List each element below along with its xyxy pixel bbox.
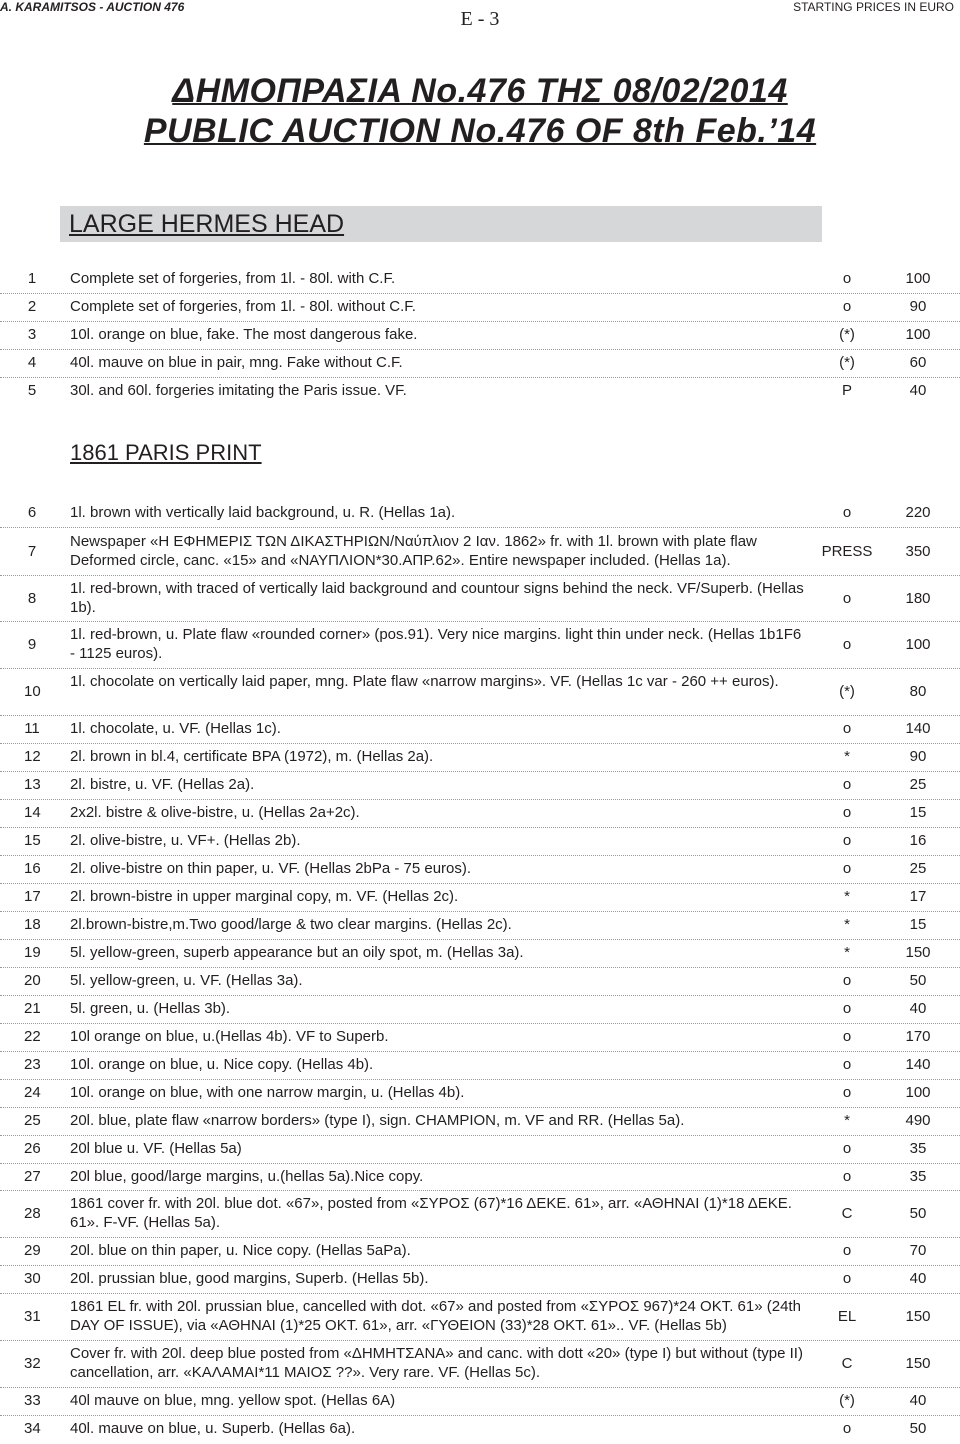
lot-description: 2l. brown-bistre in upper marginal copy, m. VF. (Hellas 2c). <box>70 888 459 905</box>
lot-price: 50 <box>909 972 927 989</box>
lot-number: 23 <box>24 1056 41 1073</box>
lot-price: 350 <box>905 542 931 560</box>
lot-price: 180 <box>905 589 931 607</box>
lot-row <box>0 719 960 738</box>
auction-title-greek: ΔΗΜΟΠΡΑΣΙΑ No.476 ΤΗΣ 08/02/2014 <box>172 72 788 110</box>
lot-price: 35 <box>909 1168 927 1185</box>
row-separator <box>0 1415 960 1416</box>
row-separator <box>0 995 960 996</box>
lot-row <box>0 971 960 990</box>
lot-description: 1l. chocolate, u. VF. (Hellas 1c). <box>70 720 281 737</box>
row-separator <box>0 799 960 800</box>
lot-number: 28 <box>24 1204 41 1222</box>
lot-condition: o <box>842 589 852 607</box>
row-separator <box>0 1190 960 1191</box>
lot-description: 2l. olive-bistre on thin paper, u. VF. (Hellas 2bPa - 75 euros). <box>70 860 472 877</box>
lot-number: 29 <box>24 1242 41 1259</box>
row-separator <box>0 1293 960 1294</box>
lot-number: 34 <box>24 1420 41 1437</box>
lot-description: 1861 cover fr. with 20l. blue dot. «67», posted from «ΣΥΡΟΣ (67)*16 ΔΕΚΕ. 61», arr. «ΑΘΗΝΑΙ (1)*18 ΔΕΚΕ. 61». F-VF. (Hellas 5a). <box>70 1195 792 1231</box>
lot-condition: * <box>844 916 850 933</box>
lot-condition: (*) <box>839 326 855 343</box>
lot-description: 20l blue, good/large margins, u.(hellas 5a).Nice copy. <box>70 1168 424 1185</box>
row-separator <box>0 668 960 669</box>
lot-condition: o <box>842 1270 852 1287</box>
lot-condition: o <box>842 804 852 821</box>
lot-price: 90 <box>909 298 927 315</box>
lot-condition: o <box>842 1242 852 1259</box>
lot-condition: o <box>842 720 852 737</box>
lot-price: 150 <box>905 1307 931 1325</box>
lot-description: 2l.brown-bistre,m.Two good/large & two clear margins. (Hellas 2c). <box>70 916 512 933</box>
lot-condition: o <box>842 1056 852 1073</box>
lot-number: 3 <box>27 326 37 343</box>
section-header-large-hermes-head <box>60 206 822 242</box>
row-separator <box>0 883 960 884</box>
lot-price: 150 <box>905 1354 931 1372</box>
row-separator <box>0 1340 960 1341</box>
lot-description: 2x2l. bistre & olive-bistre, u. (Hellas 2a+2c). <box>70 804 360 821</box>
row-separator <box>0 1387 960 1388</box>
lot-row <box>0 625 960 663</box>
lot-condition: o <box>842 832 852 849</box>
lot-number: 32 <box>24 1354 41 1372</box>
lot-row <box>0 1269 960 1288</box>
row-separator <box>0 527 960 528</box>
lot-number: 26 <box>24 1140 41 1157</box>
lot-price: 40 <box>909 1000 927 1017</box>
lot-condition: * <box>844 944 850 961</box>
lot-price: 40 <box>909 382 927 399</box>
lot-price: 15 <box>909 804 927 821</box>
lot-description: 40l. mauve on blue, u. Superb. (Hellas 6a). <box>70 1420 356 1437</box>
lot-price: 40 <box>909 1270 927 1287</box>
lot-price: 100 <box>905 1084 931 1101</box>
lot-price: 100 <box>905 635 931 653</box>
row-separator <box>0 1051 960 1052</box>
page-number: E - 3 <box>460 8 500 30</box>
lot-price: 140 <box>905 720 931 737</box>
lot-row <box>0 325 960 344</box>
header-auction-label: A. KARAMITSOS - AUCTION 476 <box>0 0 185 14</box>
lot-description: 1l. chocolate on vertically laid paper, mng. Plate flaw «narrow margins». VF. (Hellas 1c var - 260 ++ euros). <box>70 673 779 690</box>
row-separator <box>0 939 960 940</box>
header-prices-label: STARTING PRICES IN EURO <box>793 0 954 14</box>
lot-description: Complete set of forgeries, from 1l. - 80l. with C.F. <box>70 270 396 287</box>
lot-row <box>0 831 960 850</box>
lot-row <box>0 532 960 570</box>
lot-number: 22 <box>24 1028 41 1045</box>
row-separator <box>0 771 960 772</box>
lot-condition: o <box>842 1140 852 1157</box>
lot-row <box>0 1055 960 1074</box>
lot-number: 10 <box>24 682 41 700</box>
lot-number: 8 <box>27 589 37 607</box>
lot-description: 1l. brown with vertically laid background, u. R. (Hellas 1a). <box>70 504 456 521</box>
row-separator <box>0 1079 960 1080</box>
lot-condition: o <box>842 1028 852 1045</box>
lot-row <box>0 297 960 316</box>
lot-description: 10l. orange on blue, with one narrow margin, u. (Hellas 4b). <box>70 1084 465 1101</box>
lot-row <box>0 579 960 617</box>
lot-row <box>0 747 960 766</box>
auction-title-english: PUBLIC AUCTION No.476 OF 8th Feb.’14 <box>143 112 817 150</box>
lot-price: 220 <box>905 504 931 521</box>
lot-description: 1861 EL fr. with 20l. prussian blue, cancelled with dot. «67» and posted from «ΣΥΡΟΣ 967)*24 ΟΚΤ. 61» (24th DAY OF ISSUE), via «ΑΘΗΝΑΙ (1)*25 ΟΚΤ. 61», arr. «ΓΥΘΕΙΟΝ (33)*28 ΟΚΤ. 61».. VF. (Hellas 5b) <box>70 1298 801 1334</box>
lot-condition: o <box>842 270 852 287</box>
lot-row <box>0 353 960 372</box>
lot-description: 20l. blue, plate flaw «narrow borders» (type I), sign. CHAMPION, m. VF and RR. (Hellas 5a). <box>70 1112 685 1129</box>
lot-description: 40l mauve on blue, mng. yellow spot. (Hellas 6A) <box>70 1392 396 1409</box>
lot-condition: PRESS <box>821 542 873 560</box>
lot-condition: o <box>842 776 852 793</box>
lot-row <box>0 887 960 906</box>
lot-price: 170 <box>905 1028 931 1045</box>
lot-price: 25 <box>909 776 927 793</box>
lot-number: 12 <box>24 748 41 765</box>
lot-number: 19 <box>24 944 41 961</box>
lot-condition: * <box>844 1112 850 1129</box>
lot-condition: o <box>842 1084 852 1101</box>
lot-condition: C <box>841 1204 853 1222</box>
row-separator <box>0 621 960 622</box>
lot-row <box>0 803 960 822</box>
lot-description: 5l. yellow-green, u. VF. (Hellas 3a). <box>70 972 303 989</box>
lot-row <box>0 999 960 1018</box>
lot-description: 2l. bistre, u. VF. (Hellas 2a). <box>70 776 255 793</box>
lot-price: 16 <box>909 832 927 849</box>
row-separator <box>0 715 960 716</box>
lot-condition: P <box>841 382 852 399</box>
lot-row <box>0 1167 960 1186</box>
lot-description: 10l orange on blue, u.(Hellas 4b). VF to Superb. <box>70 1028 389 1045</box>
lot-price: 90 <box>909 748 927 765</box>
lot-number: 27 <box>24 1168 41 1185</box>
lot-number: 21 <box>24 1000 41 1017</box>
row-separator <box>0 1135 960 1136</box>
lot-description: 40l. mauve on blue in pair, mng. Fake without C.F. <box>70 354 403 371</box>
lot-description: 10l. orange on blue, fake. The most dangerous fake. <box>70 326 418 343</box>
lot-number: 5 <box>27 382 37 399</box>
lot-price: 70 <box>909 1242 927 1259</box>
row-separator <box>0 1265 960 1266</box>
lot-number: 18 <box>24 916 41 933</box>
lot-number: 14 <box>24 804 41 821</box>
lot-number: 30 <box>24 1270 41 1287</box>
lot-row <box>0 943 960 962</box>
lot-number: 15 <box>24 832 41 849</box>
lot-description: 1l. red-brown, u. Plate flaw «rounded corner» (pos.91). Very nice margins. light thin under neck. (Hellas 1b1F6 - 1125 euros). <box>70 626 802 662</box>
lot-price: 150 <box>905 944 931 961</box>
lot-condition: o <box>842 298 852 315</box>
lot-number: 16 <box>24 860 41 877</box>
lot-number: 11 <box>24 720 40 737</box>
lot-price: 80 <box>909 682 927 700</box>
lot-condition: o <box>842 1168 852 1185</box>
lot-price: 490 <box>905 1112 931 1129</box>
lot-description: Complete set of forgeries, from 1l. - 80l. without C.F. <box>70 298 416 315</box>
lot-condition: (*) <box>839 354 855 371</box>
lot-description: Newspaper «Η ΕΦΗΜΕΡΙΣ ΤΩΝ ΔΙΚΑΣΤΗΡΙΩΝ/Ναύπλιον 2 Ιαν. 1862» fr. with 1l. brown with plate flaw Deformed circle, canc. «15» and «ΝΑΥΠΛΙΟΝ*30.ΑΠΡ.62». Entire newspaper included. (Hellas 1a). <box>70 533 757 569</box>
row-separator <box>0 321 960 322</box>
lot-number: 33 <box>24 1392 41 1409</box>
lot-row <box>0 381 960 400</box>
lot-number: 9 <box>27 635 37 653</box>
lot-description: 10l. orange on blue, u. Nice copy. (Hellas 4b). <box>70 1056 374 1073</box>
row-separator <box>0 827 960 828</box>
lot-number: 31 <box>24 1307 41 1325</box>
lot-condition: (*) <box>839 1392 855 1409</box>
row-separator <box>0 1237 960 1238</box>
lot-row <box>0 503 960 522</box>
lot-description: Cover fr. with 20l. deep blue posted from «ΔΗΜΗΤΣΑΝΑ» and canc. with dott «20» (type I) but without (type II) cancellation, arr. «ΚΑΛΑΜΑΙ*11 ΜΑΙΟΣ ??». Very rare. VF. (Hellas 5c). <box>70 1345 803 1381</box>
lot-price: 35 <box>909 1140 927 1157</box>
lot-description: 30l. and 60l. forgeries imitating the Paris issue. VF. <box>70 382 407 399</box>
lot-row <box>0 1241 960 1260</box>
lot-price: 15 <box>909 916 927 933</box>
lot-number: 24 <box>24 1084 41 1101</box>
lot-row <box>0 1083 960 1102</box>
lot-condition: (*) <box>839 682 855 700</box>
lot-condition: o <box>842 1420 852 1437</box>
row-separator <box>0 855 960 856</box>
lot-row <box>0 1139 960 1158</box>
lot-price: 17 <box>909 888 927 905</box>
lot-condition: * <box>844 888 850 905</box>
row-separator <box>0 1107 960 1108</box>
lot-price: 60 <box>909 354 927 371</box>
lot-number: 13 <box>24 776 41 793</box>
row-separator <box>0 377 960 378</box>
lot-number: 7 <box>27 542 37 560</box>
lot-condition: * <box>844 748 850 765</box>
lot-number: 17 <box>24 888 41 905</box>
row-separator <box>0 293 960 294</box>
lot-condition: o <box>842 1000 852 1017</box>
lot-description: 20l. prussian blue, good margins, Superb. (Hellas 5b). <box>70 1270 429 1287</box>
lot-condition: C <box>841 1354 853 1372</box>
lot-number: 2 <box>27 298 37 315</box>
lot-price: 100 <box>905 326 931 343</box>
lot-row <box>0 1027 960 1046</box>
lot-row <box>0 1419 960 1438</box>
lot-row <box>0 1391 960 1410</box>
lot-description: 20l. blue on thin paper, u. Nice copy. (Hellas 5aPa). <box>70 1242 411 1259</box>
row-separator <box>0 349 960 350</box>
row-separator <box>0 1023 960 1024</box>
row-separator <box>0 1163 960 1164</box>
lot-price: 50 <box>909 1204 927 1222</box>
lot-price: 25 <box>909 860 927 877</box>
lot-number: 20 <box>24 972 41 989</box>
lot-condition: o <box>842 860 852 877</box>
lot-condition: o <box>842 635 852 653</box>
row-separator <box>0 743 960 744</box>
section-title-paris-print: 1861 PARIS PRINT <box>70 440 262 465</box>
lot-row <box>0 1344 960 1382</box>
lot-description: 5l. yellow-green, superb appearance but an oily spot, m. (Hellas 3a). <box>70 944 524 961</box>
lot-row <box>0 1194 960 1232</box>
row-separator <box>0 575 960 576</box>
lot-condition: EL <box>837 1307 857 1325</box>
lot-price: 140 <box>905 1056 931 1073</box>
lot-row <box>0 859 960 878</box>
lot-number: 6 <box>27 504 37 521</box>
lot-condition: o <box>842 504 852 521</box>
lot-number: 4 <box>27 354 37 371</box>
row-separator <box>0 911 960 912</box>
row-separator <box>0 967 960 968</box>
lot-description: 5l. green, u. (Hellas 3b). <box>70 1000 231 1017</box>
section-title: LARGE HERMES HEAD <box>69 210 345 238</box>
lot-price: 50 <box>909 1420 927 1437</box>
lot-price: 40 <box>909 1392 927 1409</box>
lot-row <box>0 775 960 794</box>
lot-price: 100 <box>905 270 931 287</box>
lot-description: 2l. brown in bl.4, certificate BPA (1972), m. (Hellas 2a). <box>70 748 434 765</box>
lot-description: 1l. red-brown, with traced of vertically laid background and countour signs behind the neck. VF/Superb. (Hellas 1b). <box>70 580 804 616</box>
lot-row <box>0 915 960 934</box>
lot-row <box>0 269 960 288</box>
lot-row <box>0 1297 960 1335</box>
lot-condition: o <box>842 972 852 989</box>
lot-row <box>0 1111 960 1130</box>
lot-description: 2l. olive-bistre, u. VF+. (Hellas 2b). <box>70 832 301 849</box>
lot-number: 1 <box>27 270 37 287</box>
lot-description: 20l blue u. VF. (Hellas 5a) <box>70 1140 242 1157</box>
lot-row <box>0 672 960 710</box>
lot-number: 25 <box>24 1112 41 1129</box>
